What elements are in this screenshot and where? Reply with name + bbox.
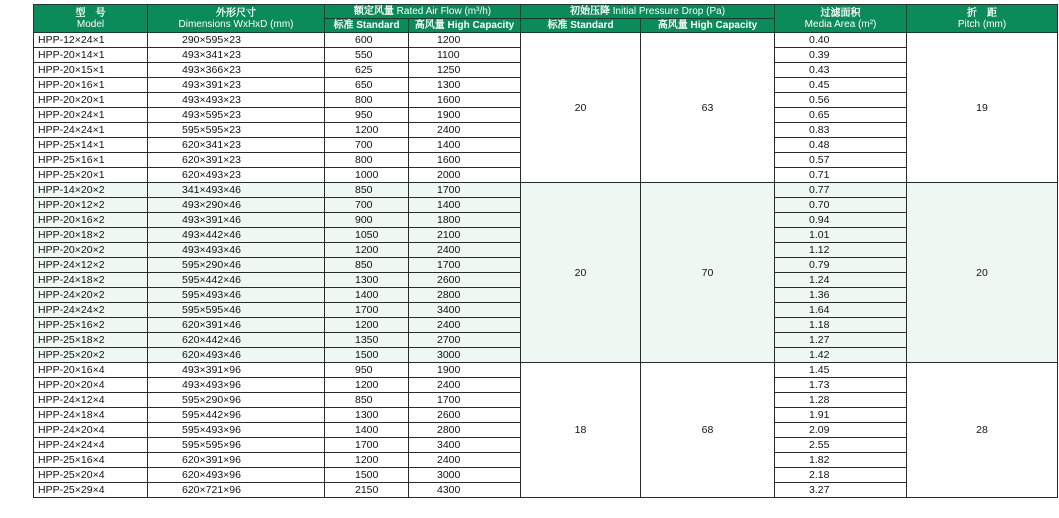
cell-media-area: 1.36 <box>775 288 907 303</box>
cell-flow-standard: 2150 <box>325 483 409 498</box>
cell-dimensions: 493×595×23 <box>148 108 325 123</box>
cell-model: HPP-24×24×2 <box>34 303 148 318</box>
cell-flow-standard: 700 <box>325 138 409 153</box>
cell-model: HPP-25×29×4 <box>34 483 148 498</box>
header-drop-en: Initial Pressure Drop (Pa) <box>612 6 726 17</box>
cell-flow-high: 2600 <box>409 408 521 423</box>
cell-dimensions: 595×442×46 <box>148 273 325 288</box>
cell-model: HPP-14×20×2 <box>34 183 148 198</box>
header-dims-en: Dimensions WxHxD (mm) <box>178 18 294 30</box>
cell-model: HPP-24×12×4 <box>34 393 148 408</box>
cell-media-area: 1.01 <box>775 228 907 243</box>
cell-dimensions: 595×493×96 <box>148 423 325 438</box>
cell-media-area: 0.83 <box>775 123 907 138</box>
cell-dimensions: 595×290×46 <box>148 258 325 273</box>
cell-model: HPP-20×16×4 <box>34 363 148 378</box>
cell-media-area: 2.55 <box>775 438 907 453</box>
cell-flow-standard: 850 <box>325 183 409 198</box>
cell-model: HPP-24×24×4 <box>34 438 148 453</box>
cell-flow-standard: 1400 <box>325 288 409 303</box>
table-header <box>34 5 1058 33</box>
cell-media-area: 1.45 <box>775 363 907 378</box>
cell-flow-high: 1400 <box>409 198 521 213</box>
header-pitch-cn: 折 距 <box>967 7 998 19</box>
header-flow-cn: 额定风量 <box>353 6 394 17</box>
cell-dimensions: 620×442×46 <box>148 333 325 348</box>
cell-model: HPP-20×20×1 <box>34 93 148 108</box>
cell-media-area: 1.82 <box>775 453 907 468</box>
cell-flow-standard: 550 <box>325 48 409 63</box>
header-model-cn: 型 号 <box>75 7 106 19</box>
cell-model: HPP-25×16×4 <box>34 453 148 468</box>
cell-flow-high: 2400 <box>409 243 521 258</box>
cell-flow-high: 1600 <box>409 153 521 168</box>
cell-model: HPP-20×15×1 <box>34 63 148 78</box>
cell-flow-high: 2600 <box>409 273 521 288</box>
cell-flow-standard: 1700 <box>325 438 409 453</box>
header-media-area <box>775 5 907 33</box>
table-row <box>34 33 1058 48</box>
cell-dimensions: 493×493×46 <box>148 243 325 258</box>
cell-dimensions: 493×391×96 <box>148 363 325 378</box>
header-area-cn: 过滤面积 <box>820 7 861 19</box>
cell-model: HPP-25×20×4 <box>34 468 148 483</box>
cell-flow-high: 2400 <box>409 318 521 333</box>
cell-model: HPP-24×20×4 <box>34 423 148 438</box>
cell-media-area: 0.79 <box>775 258 907 273</box>
cell-flow-standard: 1300 <box>325 273 409 288</box>
cell-flow-standard: 600 <box>325 33 409 48</box>
header-flow-high: 高风量 High Capacity <box>409 19 521 33</box>
cell-media-area: 0.56 <box>775 93 907 108</box>
cell-drop-high: 63 <box>641 33 775 183</box>
cell-flow-high: 2800 <box>409 288 521 303</box>
cell-flow-standard: 1050 <box>325 228 409 243</box>
header-area-en: Media Area (m²) <box>804 18 877 30</box>
cell-flow-standard: 1500 <box>325 348 409 363</box>
cell-flow-high: 1700 <box>409 183 521 198</box>
cell-flow-high: 2400 <box>409 378 521 393</box>
header-pressure-drop <box>521 5 775 19</box>
cell-dimensions: 595×595×96 <box>148 438 325 453</box>
cell-flow-standard: 625 <box>325 63 409 78</box>
spec-table-wrapper <box>33 4 1057 498</box>
header-model <box>34 5 148 33</box>
cell-dimensions: 493×290×46 <box>148 198 325 213</box>
cell-model: HPP-24×18×2 <box>34 273 148 288</box>
cell-flow-standard: 1700 <box>325 303 409 318</box>
header-drop-high: 高风量 High Capacity <box>641 19 775 33</box>
cell-media-area: 0.57 <box>775 153 907 168</box>
header-flow-standard: 标准 Standard <box>325 19 409 33</box>
header-pitch-en: Pitch (mm) <box>957 18 1007 30</box>
group-4x-depth <box>34 363 1058 498</box>
cell-flow-high: 1400 <box>409 138 521 153</box>
cell-flow-standard: 700 <box>325 198 409 213</box>
cell-model: HPP-24×18×4 <box>34 408 148 423</box>
cell-media-area: 0.94 <box>775 213 907 228</box>
cell-flow-high: 1100 <box>409 48 521 63</box>
cell-flow-high: 1200 <box>409 33 521 48</box>
cell-media-area: 1.42 <box>775 348 907 363</box>
group-1x-depth <box>34 33 1058 183</box>
cell-drop-standard: 18 <box>521 363 641 498</box>
cell-dimensions: 620×391×46 <box>148 318 325 333</box>
header-dims-cn: 外形尺寸 <box>216 7 256 19</box>
cell-model: HPP-24×24×1 <box>34 123 148 138</box>
cell-dimensions: 595×442×96 <box>148 408 325 423</box>
cell-model: HPP-24×12×2 <box>34 258 148 273</box>
group-2x-depth <box>34 183 1058 363</box>
header-drop-cn: 初始压降 <box>569 6 610 17</box>
cell-model: HPP-25×20×2 <box>34 348 148 363</box>
cell-dimensions: 493×493×23 <box>148 93 325 108</box>
cell-media-area: 0.40 <box>775 33 907 48</box>
cell-model: HPP-20×16×2 <box>34 213 148 228</box>
cell-flow-standard: 800 <box>325 93 409 108</box>
cell-flow-standard: 900 <box>325 213 409 228</box>
cell-flow-high: 1900 <box>409 363 521 378</box>
header-air-flow <box>325 5 521 19</box>
cell-model: HPP-20×14×1 <box>34 48 148 63</box>
table-row <box>34 183 1058 198</box>
cell-media-area: 0.43 <box>775 63 907 78</box>
cell-dimensions: 620×493×46 <box>148 348 325 363</box>
cell-flow-high: 2400 <box>409 123 521 138</box>
cell-media-area: 1.28 <box>775 393 907 408</box>
cell-media-area: 1.73 <box>775 378 907 393</box>
cell-flow-high: 1700 <box>409 258 521 273</box>
cell-drop-standard: 20 <box>521 33 641 183</box>
cell-media-area: 0.48 <box>775 138 907 153</box>
cell-media-area: 1.24 <box>775 273 907 288</box>
cell-model: HPP-25×20×1 <box>34 168 148 183</box>
cell-dimensions: 493×493×96 <box>148 378 325 393</box>
cell-media-area: 1.64 <box>775 303 907 318</box>
cell-model: HPP-20×20×2 <box>34 243 148 258</box>
cell-flow-standard: 1300 <box>325 408 409 423</box>
cell-flow-standard: 1200 <box>325 378 409 393</box>
cell-flow-high: 3000 <box>409 348 521 363</box>
cell-drop-standard: 20 <box>521 183 641 363</box>
cell-model: HPP-20×18×2 <box>34 228 148 243</box>
cell-model: HPP-12×24×1 <box>34 33 148 48</box>
cell-dimensions: 595×595×46 <box>148 303 325 318</box>
cell-flow-high: 2100 <box>409 228 521 243</box>
cell-flow-high: 1700 <box>409 393 521 408</box>
cell-flow-standard: 950 <box>325 108 409 123</box>
header-pitch <box>907 5 1058 33</box>
cell-flow-standard: 650 <box>325 78 409 93</box>
cell-media-area: 2.09 <box>775 423 907 438</box>
cell-flow-high: 1800 <box>409 213 521 228</box>
cell-model: HPP-25×16×2 <box>34 318 148 333</box>
cell-flow-standard: 1200 <box>325 243 409 258</box>
cell-flow-standard: 1400 <box>325 423 409 438</box>
header-model-en: Model <box>76 18 105 30</box>
cell-flow-high: 2400 <box>409 453 521 468</box>
cell-flow-standard: 800 <box>325 153 409 168</box>
header-drop-standard: 标准 Standard <box>521 19 641 33</box>
filter-spec-table <box>33 4 1058 498</box>
cell-model: HPP-20×12×2 <box>34 198 148 213</box>
cell-pitch: 28 <box>907 363 1058 498</box>
header-dimensions <box>148 5 325 33</box>
cell-flow-high: 3000 <box>409 468 521 483</box>
cell-dimensions: 620×721×96 <box>148 483 325 498</box>
cell-flow-standard: 1500 <box>325 468 409 483</box>
cell-dimensions: 620×391×23 <box>148 153 325 168</box>
cell-flow-standard: 1000 <box>325 168 409 183</box>
table-row <box>34 363 1058 378</box>
cell-dimensions: 493×391×46 <box>148 213 325 228</box>
cell-flow-high: 3400 <box>409 303 521 318</box>
cell-flow-high: 1600 <box>409 93 521 108</box>
cell-flow-high: 2700 <box>409 333 521 348</box>
cell-pitch: 20 <box>907 183 1058 363</box>
cell-media-area: 1.27 <box>775 333 907 348</box>
cell-media-area: 0.70 <box>775 198 907 213</box>
cell-flow-standard: 1350 <box>325 333 409 348</box>
cell-media-area: 1.91 <box>775 408 907 423</box>
cell-dimensions: 493×341×23 <box>148 48 325 63</box>
cell-dimensions: 620×493×23 <box>148 168 325 183</box>
cell-flow-standard: 1200 <box>325 453 409 468</box>
cell-flow-high: 1300 <box>409 78 521 93</box>
cell-media-area: 0.71 <box>775 168 907 183</box>
cell-dimensions: 595×493×46 <box>148 288 325 303</box>
cell-dimensions: 341×493×46 <box>148 183 325 198</box>
cell-dimensions: 493×442×46 <box>148 228 325 243</box>
cell-model: HPP-20×24×1 <box>34 108 148 123</box>
cell-media-area: 2.18 <box>775 468 907 483</box>
cell-media-area: 0.65 <box>775 108 907 123</box>
cell-dimensions: 595×290×96 <box>148 393 325 408</box>
cell-media-area: 1.18 <box>775 318 907 333</box>
header-flow-en: Rated Air Flow (m³/h) <box>396 6 492 17</box>
cell-flow-high: 3400 <box>409 438 521 453</box>
cell-flow-standard: 950 <box>325 363 409 378</box>
cell-drop-high: 68 <box>641 363 775 498</box>
cell-model: HPP-20×20×4 <box>34 378 148 393</box>
cell-pitch: 19 <box>907 33 1058 183</box>
cell-dimensions: 595×595×23 <box>148 123 325 138</box>
cell-flow-standard: 850 <box>325 393 409 408</box>
cell-model: HPP-25×14×1 <box>34 138 148 153</box>
cell-media-area: 1.12 <box>775 243 907 258</box>
cell-dimensions: 493×366×23 <box>148 63 325 78</box>
cell-flow-standard: 1200 <box>325 318 409 333</box>
cell-model: HPP-24×20×2 <box>34 288 148 303</box>
cell-dimensions: 620×341×23 <box>148 138 325 153</box>
cell-model: HPP-20×16×1 <box>34 78 148 93</box>
cell-dimensions: 620×493×96 <box>148 468 325 483</box>
cell-model: HPP-25×18×2 <box>34 333 148 348</box>
cell-model: HPP-25×16×1 <box>34 153 148 168</box>
cell-media-area: 0.39 <box>775 48 907 63</box>
cell-flow-high: 1900 <box>409 108 521 123</box>
cell-dimensions: 290×595×23 <box>148 33 325 48</box>
cell-flow-high: 4300 <box>409 483 521 498</box>
cell-flow-standard: 850 <box>325 258 409 273</box>
cell-media-area: 3.27 <box>775 483 907 498</box>
cell-drop-high: 70 <box>641 183 775 363</box>
cell-media-area: 0.77 <box>775 183 907 198</box>
cell-flow-standard: 1200 <box>325 123 409 138</box>
cell-dimensions: 493×391×23 <box>148 78 325 93</box>
cell-media-area: 0.45 <box>775 78 907 93</box>
cell-dimensions: 620×391×96 <box>148 453 325 468</box>
cell-flow-high: 2000 <box>409 168 521 183</box>
cell-flow-high: 1250 <box>409 63 521 78</box>
cell-flow-high: 2800 <box>409 423 521 438</box>
